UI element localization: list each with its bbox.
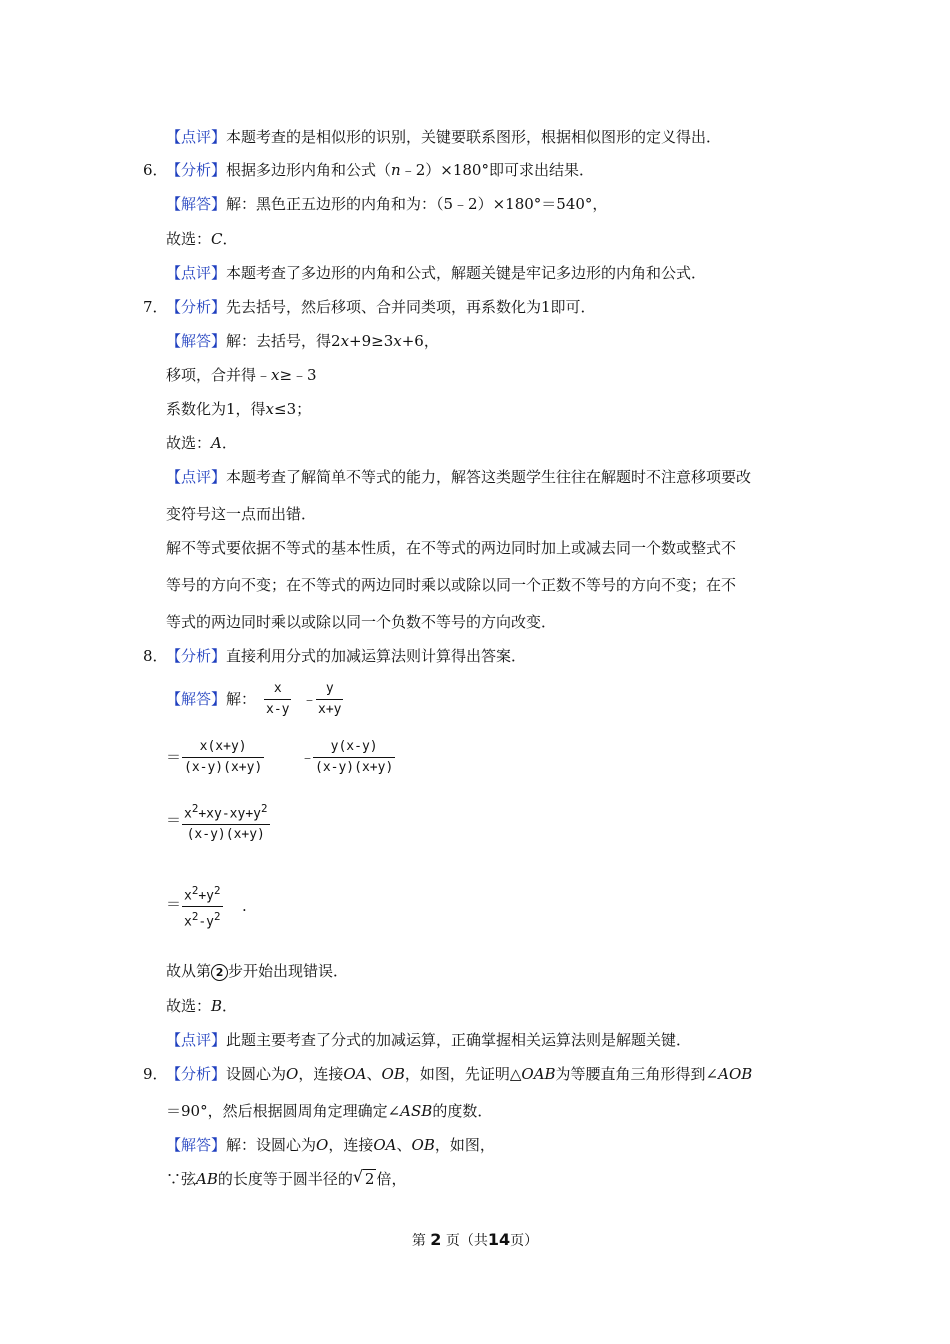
exponent: 2 (214, 884, 221, 897)
math-var: x (393, 332, 402, 350)
answer-text: 解：设圆心为 (226, 1136, 317, 1154)
numerator: y(x-y) (330, 739, 378, 754)
equals-sign: ＝ (166, 748, 182, 766)
math-var: x (340, 332, 350, 350)
math-var: OAB (521, 1065, 556, 1083)
math-var: O (316, 1136, 329, 1154)
analysis-text: 的度数． (432, 1102, 493, 1120)
fraction (182, 882, 223, 932)
term: x (184, 914, 192, 930)
analysis-text: 设圆心为 (226, 1065, 287, 1083)
answer-line (166, 689, 256, 709)
step-line (166, 961, 348, 981)
choice-value: C (211, 230, 223, 248)
fraction (316, 680, 343, 719)
denominator: (x-y)(x+y) (315, 760, 394, 775)
answer-text: ，如图， (434, 1136, 495, 1154)
exponent: 2 (191, 802, 199, 815)
answer-text: 、 (396, 1136, 412, 1154)
answer-line (166, 1135, 495, 1155)
analysis-tag: 【分析】 (166, 298, 227, 316)
choice-line (166, 433, 237, 453)
analysis-text: 根据多边形内角和公式（ (226, 161, 392, 179)
radicand: 2 (364, 1170, 375, 1188)
answer-line (166, 194, 607, 214)
comment-text: 本题考查了解简单不等式的能力，解答这类题学生往往在解题时不注意移项要改 (226, 468, 752, 486)
exponent: 2 (260, 802, 268, 815)
numerator (182, 800, 270, 823)
comment-text: 解不等式要依据不等式的基本性质，在不等式的两边同时加上或减去同一个数或整式不 (166, 539, 737, 557)
step-text: 故从第 (166, 962, 212, 980)
answer-tag: 【解答】 (166, 690, 227, 708)
sqrt-expression (353, 1169, 377, 1189)
term: x (184, 806, 192, 822)
choice-label: 故选： (166, 997, 212, 1015)
comment-tag: 【点评】 (166, 264, 227, 282)
fraction (264, 680, 291, 719)
denominator: x-y (266, 702, 290, 717)
fraction (182, 800, 270, 844)
choice-value: A (211, 434, 222, 452)
choice-label: 故选： (166, 230, 212, 248)
equals-sign: ＝ (166, 895, 182, 913)
exponent: 2 (214, 910, 221, 924)
answer-tag: 【解答】 (166, 332, 227, 350)
circled-number: 2 (211, 964, 228, 981)
punct: ． (222, 997, 238, 1015)
denominator: (x-y)(x+y) (184, 760, 263, 775)
analysis-text: 为等腰直角三角形得到∠ (555, 1065, 719, 1083)
fraction (313, 738, 395, 777)
math-var: OB (381, 1065, 405, 1083)
step-line (166, 399, 311, 419)
footer-text: 页） (510, 1233, 539, 1249)
answer-text: 的长度等于圆半径的 (217, 1170, 353, 1188)
answer-text: ，连接 (328, 1136, 374, 1154)
step-text: ≥﹣3 (279, 366, 317, 384)
term: -y (198, 914, 215, 930)
analysis-line (166, 646, 526, 666)
comment-text: 本题考查的是相似形的识别，关键要联系图形，根据相似图形的定义得出． (226, 128, 722, 146)
choice-line (166, 229, 238, 249)
page-footer (0, 1230, 950, 1250)
numerator (182, 882, 223, 905)
answer-tag: 【解答】 (166, 195, 227, 213)
denominator: (x-y)(x+y) (186, 827, 265, 843)
footer-text: 页（共 (445, 1233, 488, 1249)
comment-text: 此题主要考查了分式的加减运算，正确掌握相关运算法则是解题关键． (226, 1031, 692, 1049)
answer-text: 解：去括号，得2 (226, 332, 341, 350)
comment-text: 本题考查了多边形的内角和公式，解题关键是牢记多边形的内角和公式． (226, 264, 707, 282)
analysis-text: 、 (366, 1065, 382, 1083)
analysis-text: ﹣2）×180°即可求出结果． (400, 161, 594, 179)
exponent: 2 (191, 884, 199, 897)
numerator: y (325, 681, 334, 696)
math-var: x (271, 366, 280, 384)
analysis-text: ，连接 (298, 1065, 344, 1083)
question-number: 8． (143, 647, 168, 665)
analysis-text: 直接利用分式的加减运算法则计算得出答案． (226, 647, 527, 665)
analysis-text: ＝90°，然后根据圆周角定理确定∠ (166, 1102, 401, 1120)
comment-line (166, 1030, 691, 1050)
step-text: 步开始出现错误． (228, 962, 349, 980)
math-var: n (391, 161, 401, 179)
total-pages: 14 (487, 1230, 511, 1249)
question-number: 7． (143, 298, 168, 316)
answer-text: 解：黑色正五边形的内角和为：（5﹣2）×180°＝540°， (226, 195, 608, 213)
answer-text: +9≥3 (349, 332, 394, 350)
analysis-line (166, 1101, 492, 1121)
sqrt-sign: √ (352, 1167, 364, 1186)
step-text: 移项，合并得﹣ (166, 366, 272, 384)
answer-text: 倍， (376, 1170, 407, 1188)
exponent: 2 (191, 910, 199, 924)
choice-value: B (211, 997, 223, 1015)
math-var: x (265, 400, 275, 418)
comment-text: 变符号这一点而出错． (166, 505, 317, 523)
analysis-text: ，如图，先证明△ (404, 1065, 522, 1083)
analysis-line (166, 160, 594, 180)
answer-text: +6， (401, 332, 439, 350)
analysis-line (166, 1064, 752, 1084)
equals-sign: ＝ (166, 811, 182, 829)
fraction (182, 738, 264, 777)
question-number: 6． (143, 161, 168, 179)
page-number: 2 (430, 1230, 442, 1249)
math-var: AOB (718, 1065, 753, 1083)
math-var: OA (373, 1136, 397, 1154)
comment-line (166, 127, 721, 147)
comment-tag: 【点评】 (166, 128, 227, 146)
analysis-tag: 【分析】 (166, 647, 227, 665)
comment-text: 等号的方向不变；在不等式的两边同时乘以或除以同一个正数不等号的方向不变；在不 (166, 576, 737, 594)
math-var: ASB (400, 1102, 433, 1120)
question-number: 9． (143, 1065, 168, 1083)
footer-text: 第 (411, 1233, 426, 1249)
answer-tag: 【解答】 (166, 1136, 227, 1154)
answer-line (166, 331, 439, 351)
comment-line (166, 263, 706, 283)
denominator: x+y (318, 702, 342, 717)
answer-text: ∵弦 (166, 1170, 197, 1188)
numerator: x (273, 681, 282, 696)
analysis-tag: 【分析】 (166, 1065, 227, 1083)
punct: ． (222, 230, 238, 248)
choice-line (166, 996, 237, 1016)
comment-tag: 【点评】 (166, 468, 227, 486)
math-var: OA (343, 1065, 367, 1083)
step-line (166, 365, 317, 385)
minus-sign: ﹣ (300, 748, 316, 766)
math-var: OB (411, 1136, 435, 1154)
math-var: O (286, 1065, 299, 1083)
comment-text: 等式的两边同时乘以或除以同一个负数不等号的方向改变． (166, 613, 557, 631)
punct: ． (221, 434, 237, 452)
step-text: 系数化为1，得 (166, 400, 266, 418)
numerator: x(x+y) (199, 739, 247, 754)
term: +y (198, 888, 215, 904)
analysis-text: 先去括号，然后移项、合并同类项，再系数化为1即可． (226, 298, 596, 316)
answer-line (166, 1169, 406, 1189)
choice-label: 故选： (166, 434, 212, 452)
denominator (182, 908, 223, 931)
term: x (184, 888, 192, 904)
period: . (242, 897, 247, 915)
step-text: ≤3； (274, 400, 312, 418)
comment-tag: 【点评】 (166, 1031, 227, 1049)
comment-line (166, 467, 751, 487)
analysis-tag: 【分析】 (166, 161, 227, 179)
answer-text: 解： (226, 690, 257, 708)
analysis-line (166, 297, 596, 317)
math-var: AB (196, 1170, 218, 1188)
minus-sign: ﹣ (302, 690, 318, 708)
term: +xy-xy+y (198, 806, 261, 822)
